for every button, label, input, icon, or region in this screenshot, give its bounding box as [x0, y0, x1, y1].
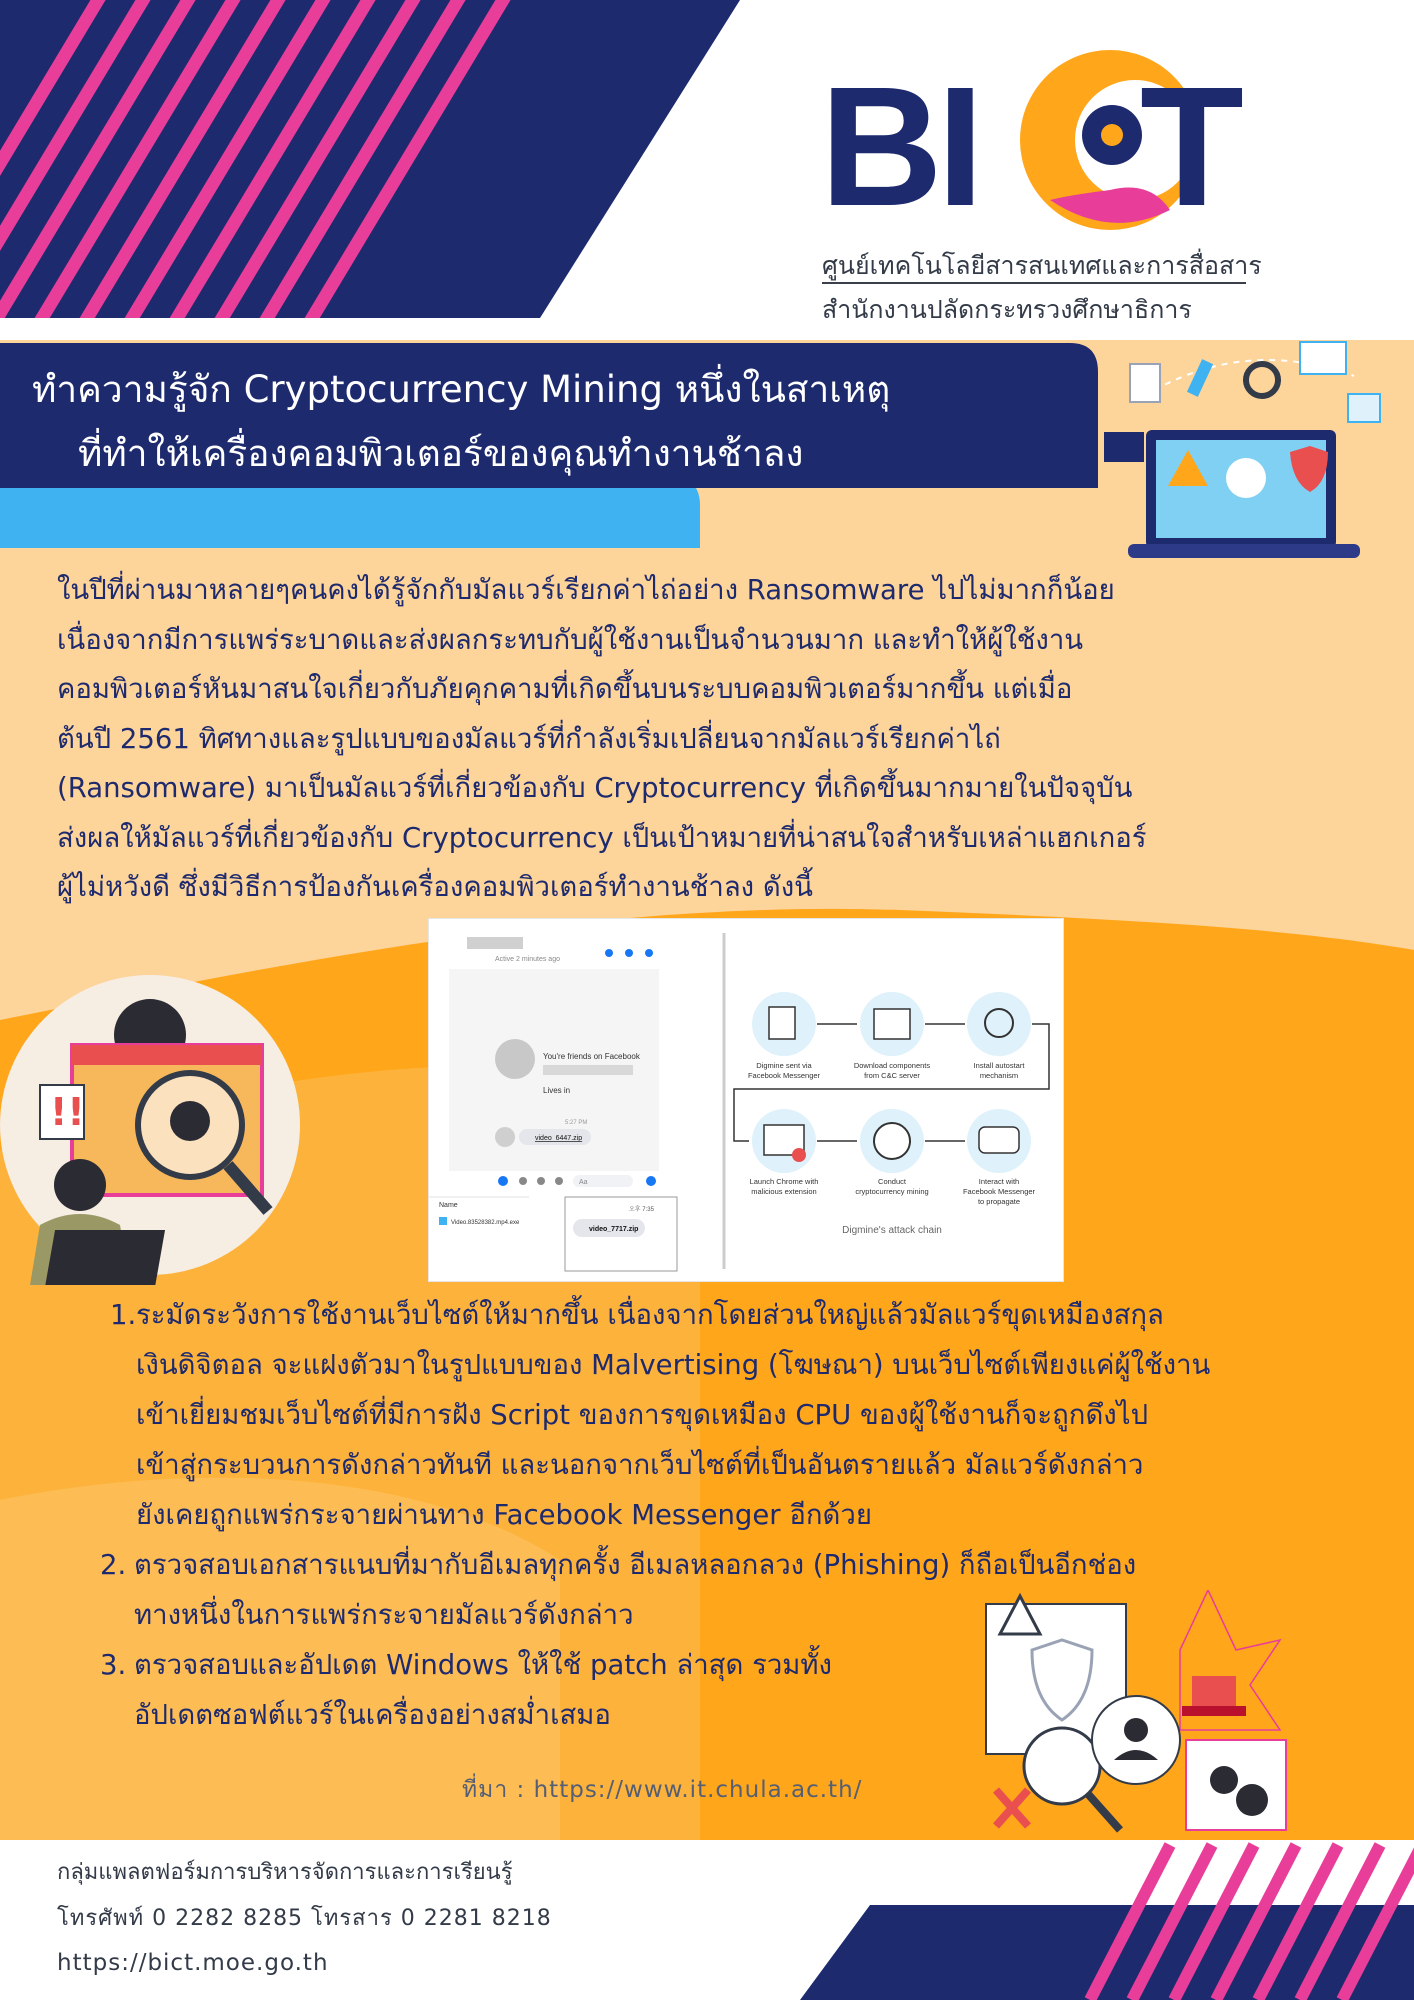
document-icon: [1130, 364, 1160, 402]
message-time: 오후 7:35: [629, 1207, 654, 1213]
intro-line: ส่งผลให้มัลแวร์ที่เกี่ยวข้องกับ Cryptocurrency เป็นเป้าหมายที่น่าสนใจสำหรับเหล่าแฮกเกอร์: [57, 821, 1147, 854]
video-icon: [625, 949, 633, 957]
like-icon: [646, 1176, 656, 1186]
tip-number: 3.: [100, 1649, 127, 1681]
skull-icon: [170, 1101, 210, 1141]
image-icon: [1348, 394, 1380, 422]
file-icon: [439, 1217, 447, 1225]
tip-line: ตรวจสอบและอัปเดต Windows ให้ใช้ patch ล่าสุด รวมทั้ง: [134, 1649, 832, 1681]
logo-subtitle-1: ศูนย์เทคโนโลยีสารสนเทศและการสื่อสาร: [822, 251, 1262, 280]
step-3-line-1: Install autostart: [973, 1061, 1025, 1070]
gear-icon: [1246, 364, 1278, 396]
logo-subtitle-2: สำนักงานปลัดกระทรวงศึกษาธิการ: [822, 295, 1192, 324]
footer-department: กลุ่มแพลตฟอร์มการบริหารจัดการและการเรียนรู้: [57, 1860, 513, 1885]
file-row: Video.83528382.mp4.exe: [451, 1220, 520, 1226]
step-3-line-2: mechanism: [979, 1071, 1019, 1080]
usb-icon: [1187, 359, 1213, 397]
title-line-2: ที่ทำให้เครื่องคอมพิวเตอร์ของคุณทำงานช้าลง: [78, 432, 804, 475]
step-5-line-2: cryptocurrency mining: [855, 1187, 929, 1196]
step-2-line-2: from C&C server: [864, 1071, 920, 1080]
laptop-malware-illustration: [1104, 336, 1384, 566]
svg-text:T: T: [1140, 52, 1244, 240]
step-1-line-2: Facebook Messenger: [747, 1071, 821, 1080]
bitcoin-icon: [874, 1123, 910, 1159]
footer-phone: โทรศัพท์ 0 2282 8285 โทรสาร 0 2281 8218: [57, 1906, 552, 1931]
friends-text: You're friends on Facebook: [543, 1052, 640, 1061]
laptop-icon: [45, 1230, 165, 1285]
zip-file-link[interactable]: video_6447.zip: [535, 1135, 583, 1142]
mail-icon: [1104, 432, 1144, 462]
intro-paragraph: [57, 566, 1382, 913]
intro-line: ผู้ไม่หวังดี ซึ่งมีวิธีการป้องกันเครื่องคอมพิวเตอร์ทำงานช้าลง ดังนี้: [57, 871, 813, 903]
close-icon: [996, 1790, 1028, 1826]
tip-line: เข้าเยี่ยมชมเว็บไซต์ที่มีการฝัง Script ของการขุดเหมือง CPU ของผู้ใช้งานก็จะถูกดึงไป: [136, 1399, 1149, 1431]
svg-text:!!: !!: [50, 1090, 85, 1134]
step-6-line-2: Facebook Messenger: [962, 1187, 1036, 1196]
active-status: Active 2 minutes ago: [495, 956, 560, 963]
lives-text: Lives in: [543, 1086, 571, 1095]
tip-line: ยังเคยถูกแพร่กระจายผ่านทาง Facebook Messenger อีกด้วย: [136, 1499, 872, 1531]
tip-item-1: [100, 1290, 1360, 1540]
tip-line: อัปเดตซอฟต์แวร์ในเครื่องอย่างสม่ำเสมอ: [134, 1699, 611, 1731]
footer-website[interactable]: https://bict.moe.go.th: [57, 1950, 329, 1976]
server-icon: [874, 1009, 910, 1039]
window-icon: [1300, 342, 1346, 374]
step-4-line-2: malicious extension: [751, 1187, 817, 1196]
step-4-line-1: Launch Chrome with: [749, 1177, 819, 1186]
bict-logo-mark: [820, 30, 1260, 240]
phone-icon: [605, 949, 613, 957]
tip-number: 2.: [100, 1549, 127, 1581]
digmine-screenshot: [428, 918, 1064, 1282]
gear-icon: [1210, 1766, 1238, 1794]
tip-line: ทางหนึ่งในการแพร่กระจายมัลแวร์ดังกล่าว: [134, 1599, 634, 1631]
bict-logo: [820, 30, 1260, 240]
tip-line: เข้าสู่กระบวนการดังกล่าวทันที และนอกจากเว็บไซต์ที่เป็นอันตรายแล้ว มัลแวร์ดังกล่าว: [136, 1449, 1144, 1481]
step-6-line-3: to propagate: [977, 1197, 1021, 1206]
intro-line: (Ransomware) มาเป็นมัลแวร์ที่เกี่ยวข้องกับ Cryptocurrency ที่เกิดขึ้นมากมายในปัจจุบัน: [57, 772, 1133, 804]
attack-chain-title: Digmine's attack chain: [842, 1225, 942, 1236]
tip-line: ตรวจสอบเอกสารแนบที่มากับอีเมลทุกครั้ง อีเมลหลอกลวง (Phishing) ก็ถือเป็นอีกช่อง: [134, 1549, 1137, 1581]
security-warning-illustration: [980, 1590, 1290, 1840]
skull-icon: [1226, 458, 1266, 498]
file-name-header: Name: [439, 1202, 458, 1209]
message-document-icon: [769, 1007, 795, 1039]
screenshot-figure: [429, 919, 1063, 1281]
step-5-line-1: Conduct: [878, 1177, 906, 1186]
step-2-line-1: Download components: [853, 1061, 931, 1070]
zip-file-link-2[interactable]: video_7717.zip: [589, 1226, 639, 1233]
tip-line: ระมัดระวังการใช้งานเว็บไซต์ให้มากขึ้น เนื่องจากโดยส่วนใหญ่แล้วมัลแวร์ขุดเหมืองสกุล: [136, 1299, 1164, 1331]
alarm-icon: [1192, 1676, 1236, 1706]
gallery-icon: [537, 1177, 545, 1185]
gear-icon-2: [1236, 1784, 1268, 1816]
intro-line: ในปีที่ผ่านมาหลายๆคนคงได้รู้จักกับมัลแวร์เรียกค่าไถ่อย่าง Ransomware ไปไม่มากก็น้อย: [57, 574, 1115, 606]
svg-text:BI: BI: [820, 52, 978, 240]
step-6-line-1: Interact with: [978, 1177, 1020, 1186]
intro-line: ต้นปี 2561 ทิศทางและรูปแบบของมัลแวร์ที่กำลังเริ่มเปลี่ยนจากมัลแวร์เรียกค่าไถ่: [57, 722, 1001, 755]
source-credit: ที่มา : https://www.it.chula.ac.th/: [462, 1777, 863, 1803]
user-icon: [1124, 1718, 1148, 1742]
message-placeholder: Aa: [579, 1179, 588, 1186]
chat-icon: [979, 1127, 1019, 1153]
info-icon: [645, 949, 653, 957]
chat-time: 5:27 PM: [565, 1120, 588, 1126]
tip-line: เงินดิจิตอล จะแฝงตัวมาในรูปแบบของ Malvertising (โฆษณา) บนเว็บไซต์เพียงแค่ผู้ใช้งาน: [136, 1349, 1211, 1381]
plus-icon: [498, 1176, 508, 1186]
intro-line: เนื่องจากมีการแพร่ระบาดและส่งผลกระทบกับผู้ใช้งานเป็นจำนวนมาก และทำให้ผู้ใช้งาน: [57, 623, 1084, 656]
bug-search-icon: [1024, 1728, 1100, 1804]
intro-line: คอมพิวเตอร์หันมาสนใจเกี่ยวกับภัยคุกคามที่เกิดขึ้นบนระบบคอมพิวเตอร์มากขึ้น แต่เมื่อ: [57, 673, 1073, 705]
camera-icon: [519, 1177, 527, 1185]
tip-number: 1.: [110, 1299, 137, 1331]
hacker-illustration: [0, 975, 310, 1285]
title-line-1: ทำความรู้จัก Cryptocurrency Mining หนึ่งในสาเหตุ: [32, 368, 891, 411]
step-1-line-1: Digmine sent via: [756, 1061, 812, 1070]
logo-divider: [822, 282, 1246, 284]
mic-icon: [555, 1177, 563, 1185]
